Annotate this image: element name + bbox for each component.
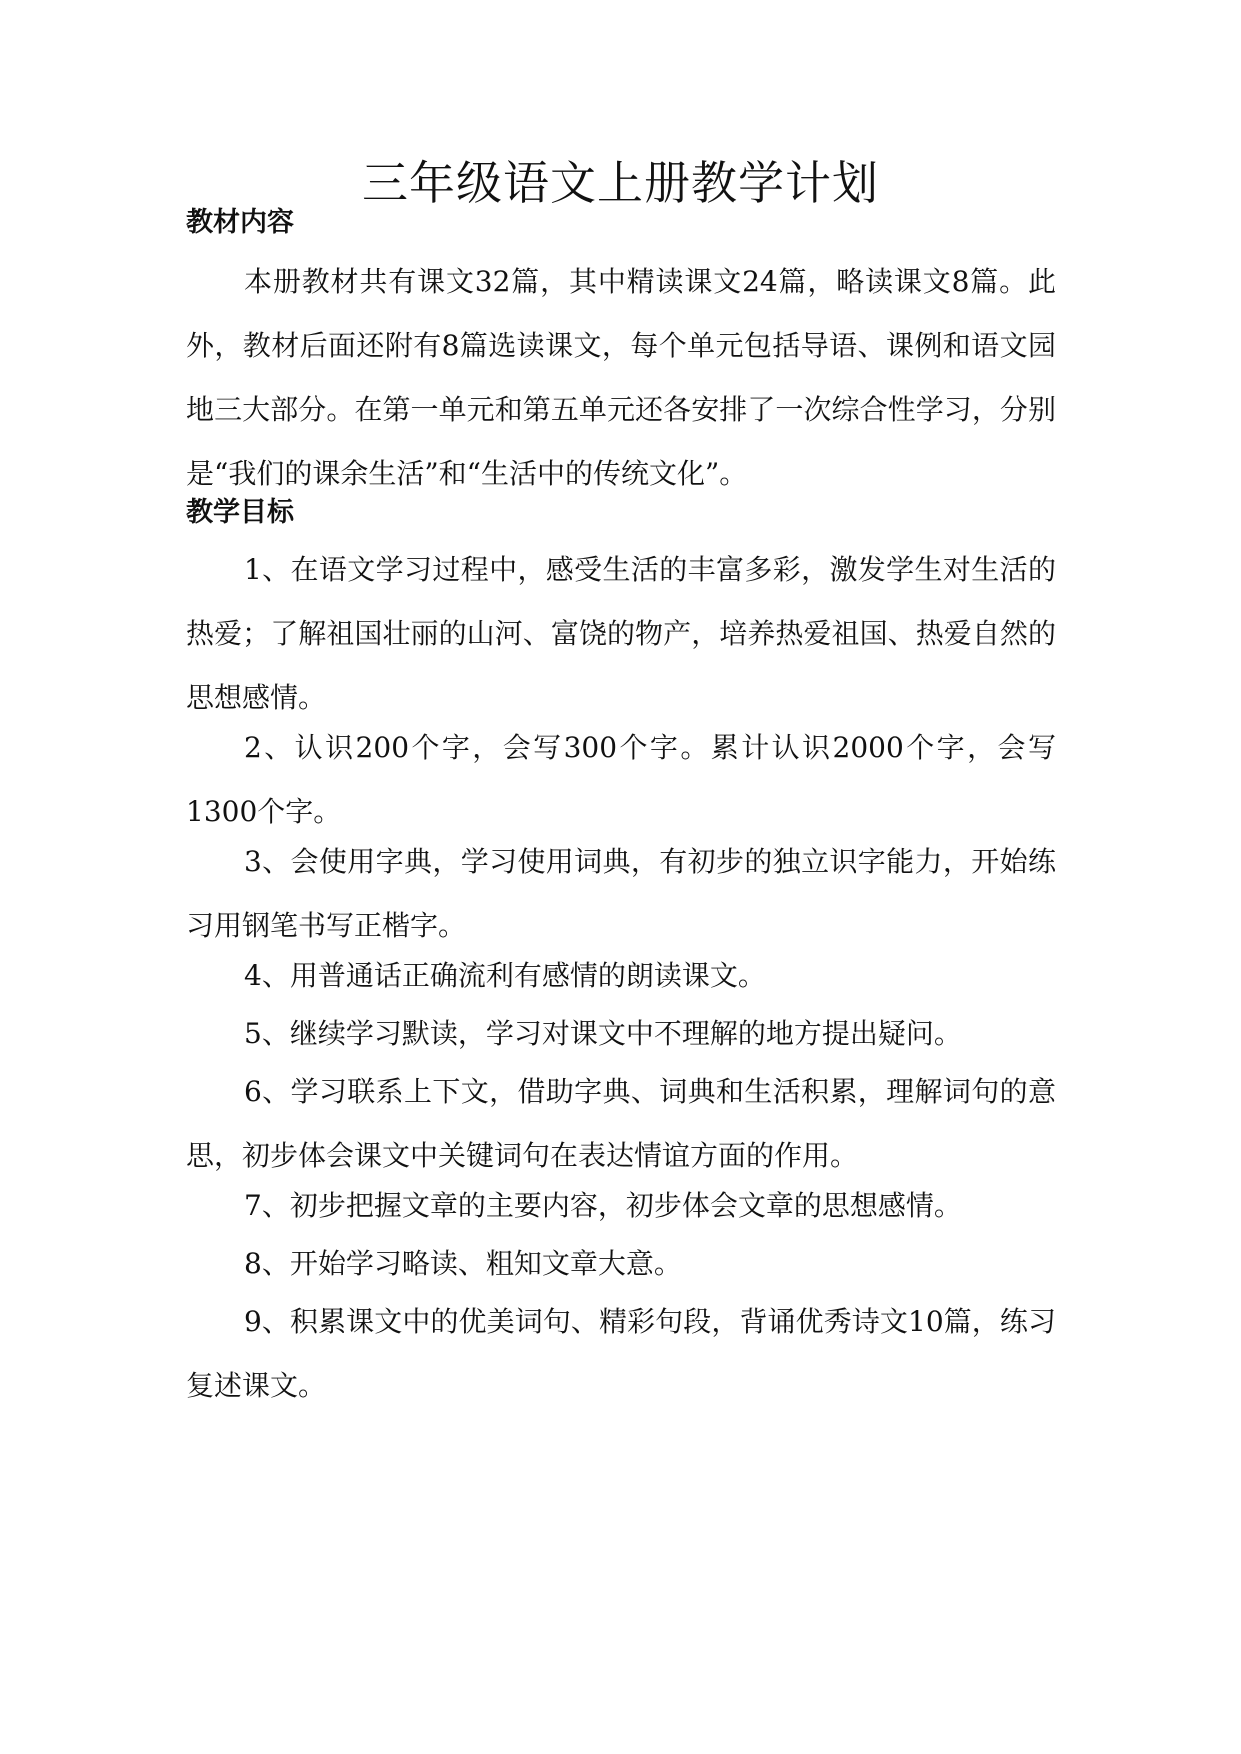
goal-item-7: 7、初步把握文章的主要内容，初步体会文章的思想感情。: [244, 1189, 962, 1222]
goal-item-8: 8、开始学习略读、粗知文章大意。: [244, 1247, 682, 1280]
goal-item-9: 9、积累课文中的优美词句、精彩句段，背诵优秀诗文10篇，练习复述课文。: [186, 1305, 1056, 1402]
goal-item-4: 4、用普通话正确流利有感情的朗读课文。: [244, 959, 766, 992]
textbook-content-paragraph: 本册教材共有课文32篇，其中精读课文24篇，略读课文8篇。此外，教材后面还附有8篇选读课文，每个单元包括导语、课例和语文园地三大部分。在第一单元和第五单元还各安排了一次综合性学习，分别是“我们的课余生活”和“生活中的传统文化”。: [186, 265, 1056, 490]
document-title: 三年级语文上册教学计划: [362, 156, 879, 210]
section-heading-textbook-content: 教材内容: [186, 207, 294, 238]
goal-item-3: 3、会使用字典，学习使用词典，有初步的独立识字能力，开始练习用钢笔书写正楷字。: [186, 845, 1056, 942]
goal-item-1: 1、在语文学习过程中，感受生活的丰富多彩，激发学生对生活的热爱；了解祖国壮丽的山河、富饶的物产，培养热爱祖国、热爱自然的思想感情。: [186, 553, 1056, 714]
goal-item-6: 6、学习联系上下文，借助字典、词典和生活积累，理解词句的意思，初步体会课文中关键词句在表达情谊方面的作用。: [186, 1075, 1056, 1172]
section-heading-teaching-goals: 教学目标: [186, 497, 294, 528]
goal-item-2: 2、认识200个字，会写300个字。累计认识2000个字，会写1300个字。: [186, 731, 1056, 828]
goal-item-5: 5、继续学习默读，学习对课文中不理解的地方提出疑问。: [244, 1017, 962, 1050]
